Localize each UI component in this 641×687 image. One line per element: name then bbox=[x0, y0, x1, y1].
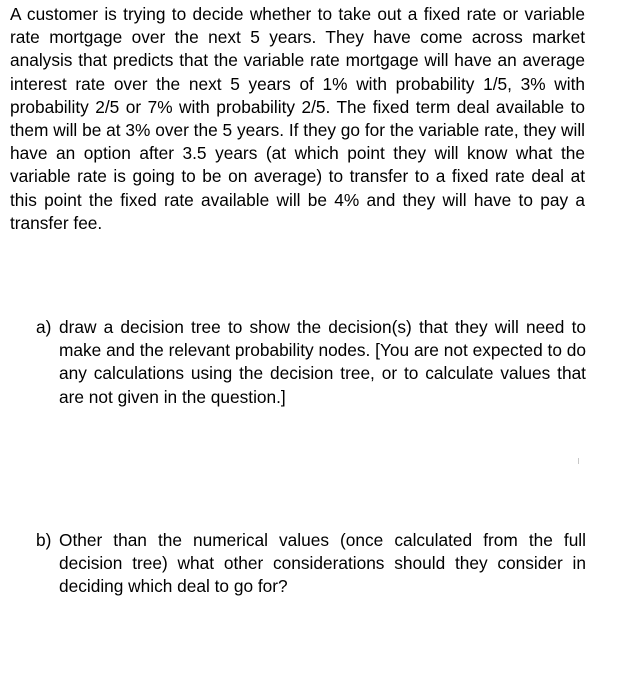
question-b-label: b) bbox=[36, 530, 52, 550]
stray-mark bbox=[578, 458, 579, 464]
problem-statement: A customer is trying to decide whether to take out a fixed rate or variable rate mortgage over the next 5 years. They have come across market analysis that predicts that the variable rate mortgage will have an average interest rate over the next 5 years of 1% with probability 1/5, 3% with probability 2/5 or 7% with probability 2/5. The fixed term deal available to them will be at 3% over the 5 years. If they go for the variable rate, they will have an option after 3.5 years (at which point they will know what the variable rate is going to be on average) to transfer to a fixed rate deal at this point the fixed rate available will be 4% and they will have to pay a transfer fee. bbox=[10, 4, 585, 233]
question-a-label: a) bbox=[36, 317, 52, 337]
question-b-text: Other than the numerical values (once calculated from the full decision tree) what other considerations should they consider in deciding which deal to go for? bbox=[59, 530, 586, 597]
question-b bbox=[36, 529, 586, 599]
question-a bbox=[36, 316, 586, 409]
question-a-text: draw a decision tree to show the decision(s) that they will need to make and the relevant probability nodes. [You are not expected to do any calculations using the decision tree, or to calculate values that are not given in the question.] bbox=[59, 317, 586, 407]
